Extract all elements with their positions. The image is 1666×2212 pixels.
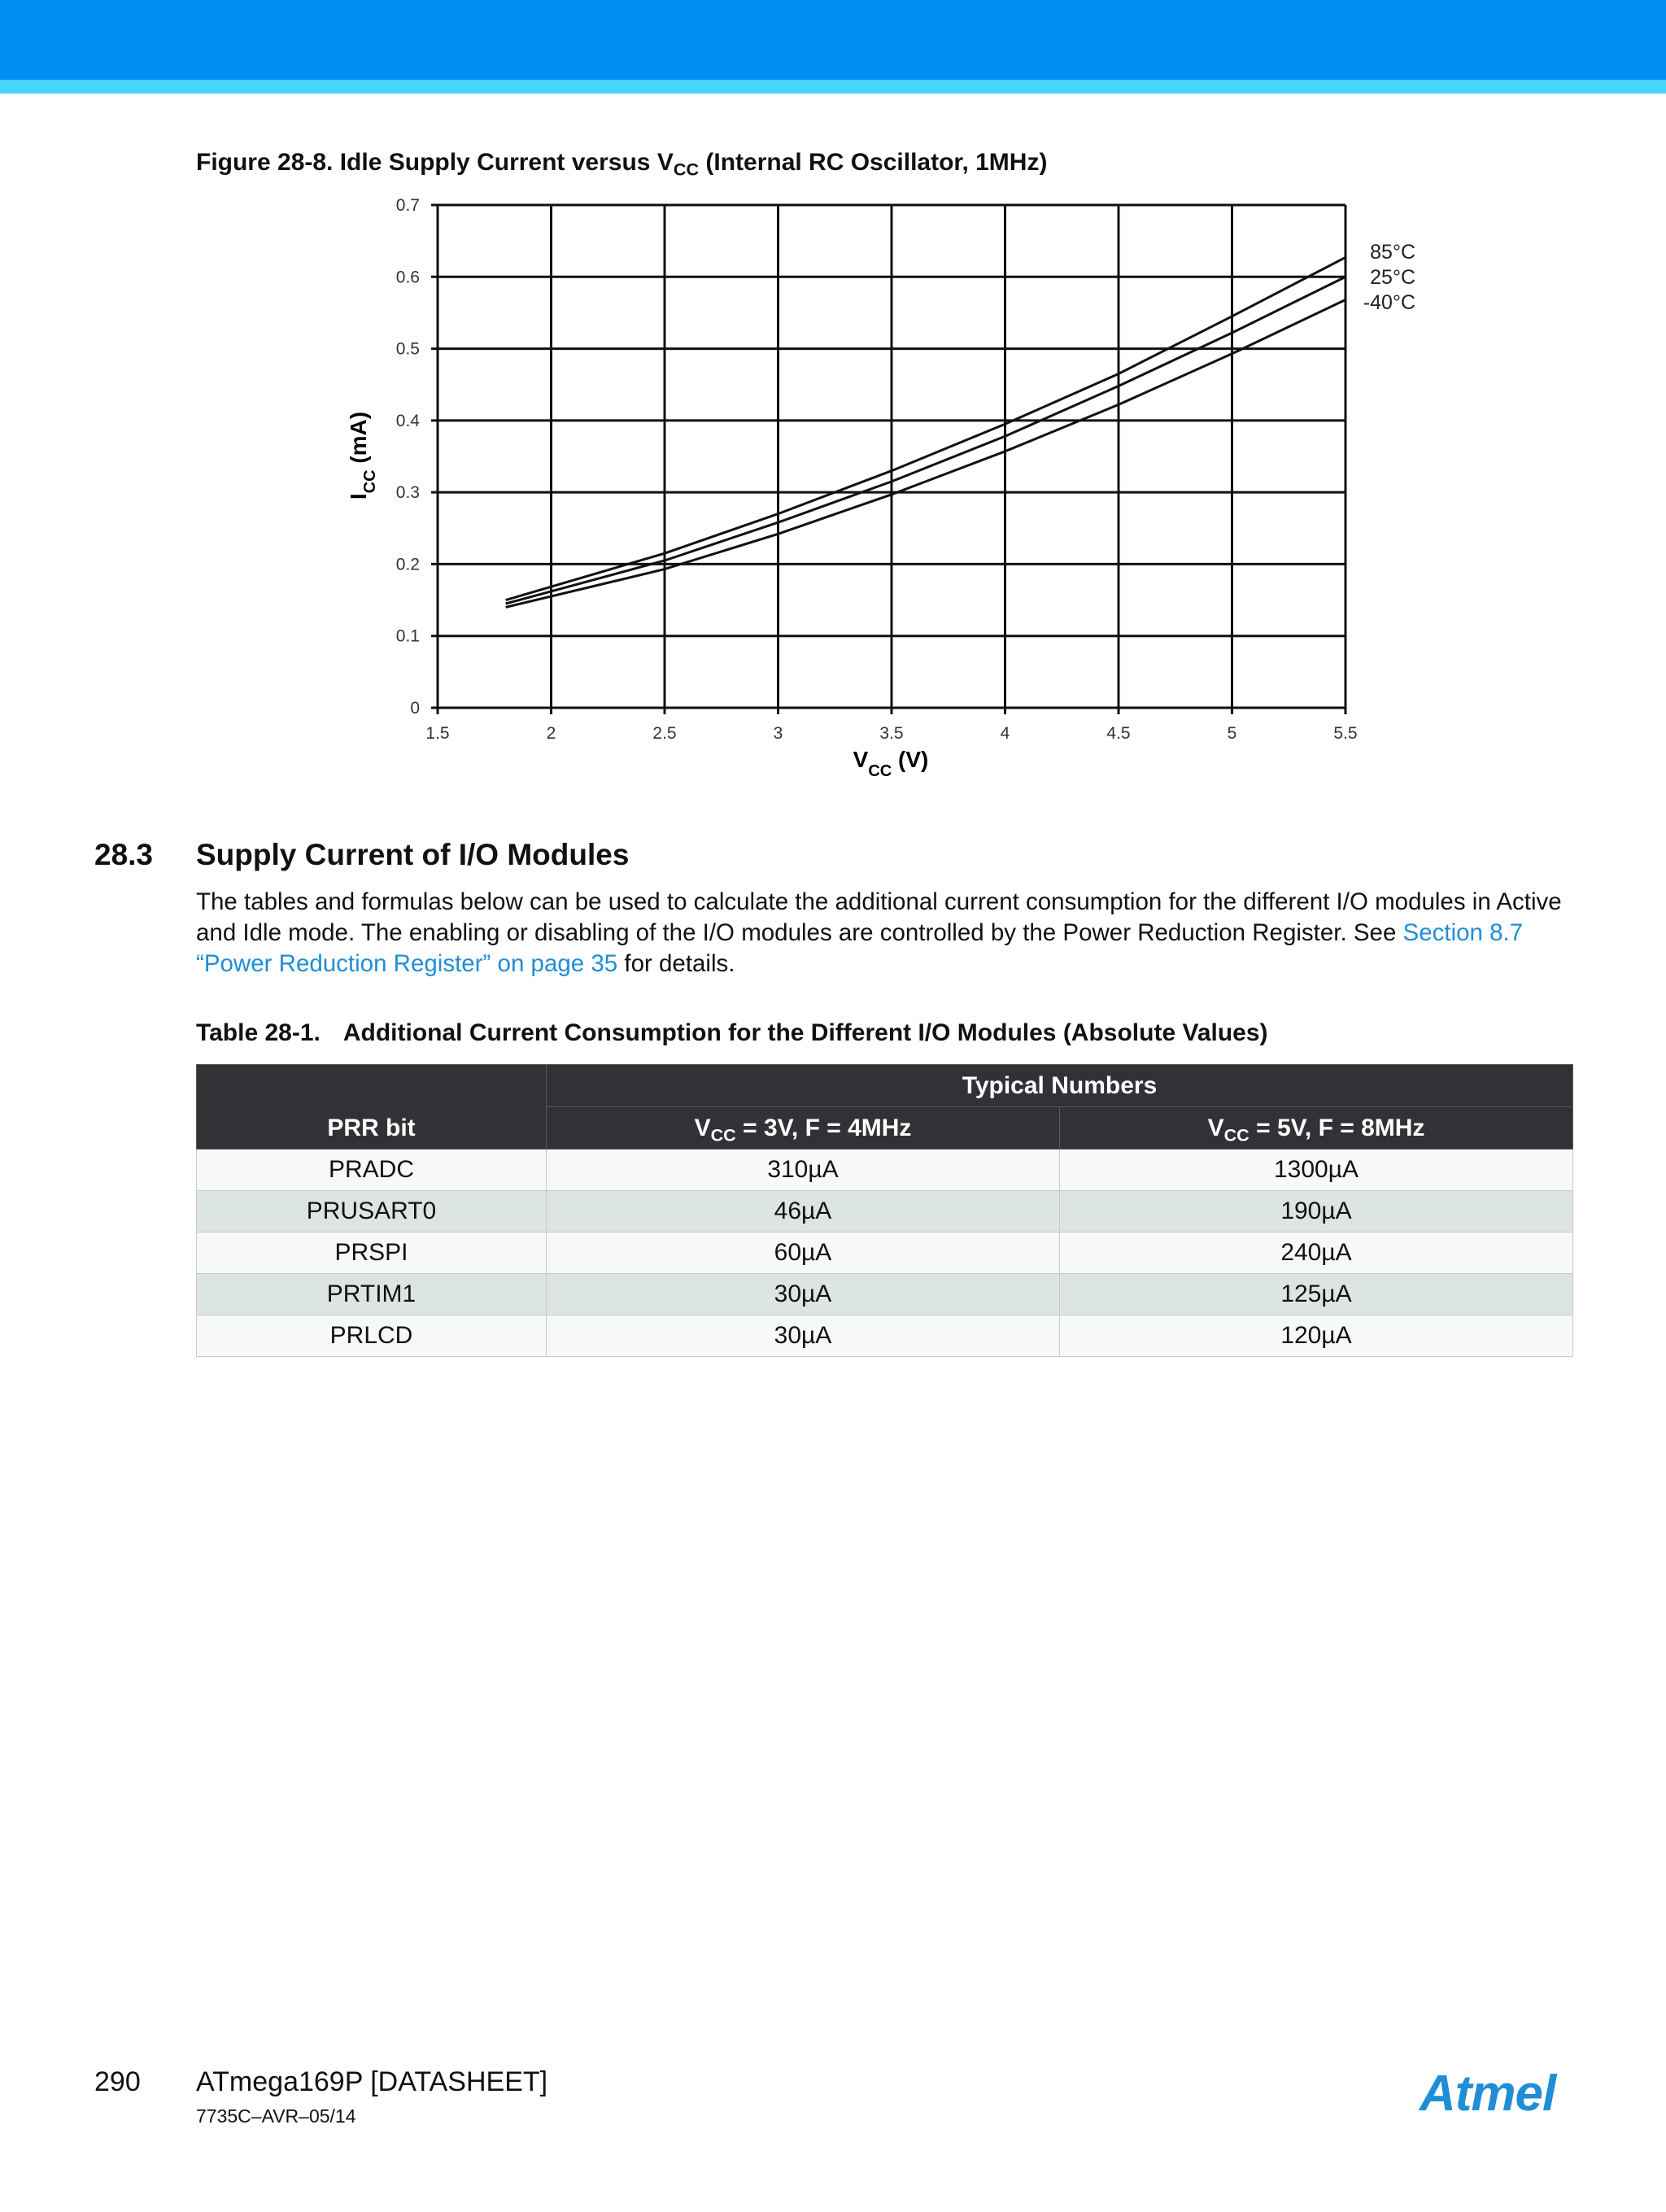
table-caption: Table 28-1. Additional Current Consumption for the Different I/O Modules (Absolute Values) bbox=[196, 1019, 1268, 1046]
header-vcc-5v: $V_{CC} = 5V$, F = 8MHz bbox=[1060, 1107, 1573, 1150]
x-axis-label: $V_{CC}$ (V) bbox=[853, 747, 929, 780]
table-row bbox=[197, 1315, 1573, 1357]
x-tick-label: 1.5 bbox=[425, 724, 450, 743]
section-title: Supply Current of I/O Modules bbox=[196, 838, 630, 871]
y-tick-label: 0.2 bbox=[395, 555, 420, 574]
current-5v-cell: 120µA bbox=[1060, 1315, 1573, 1357]
figure-caption: Figure 28-8. Idle Supply Current versus $V_{CC}$ (Internal RC Oscillator, 1MHz) bbox=[196, 149, 1048, 180]
supply-current-chart bbox=[325, 187, 1448, 789]
y-tick-label: 0.4 bbox=[395, 411, 420, 430]
y-tick-label: 0 bbox=[410, 699, 420, 718]
document-title: ATmega169P [DATASHEET] bbox=[196, 2066, 548, 2097]
x-tick-label: 3.5 bbox=[879, 724, 904, 743]
y-tick-labels bbox=[396, 196, 421, 718]
chart-series bbox=[506, 257, 1345, 607]
legend-label-1: 25°C bbox=[1370, 266, 1415, 289]
x-tick-label: 5.5 bbox=[1333, 724, 1358, 743]
x-tick-label: 2.5 bbox=[652, 724, 677, 743]
current-3v-cell: 30µA bbox=[547, 1274, 1060, 1315]
header-vcc-3v: $V_{CC} = 3V$, F = 4MHz bbox=[547, 1107, 1060, 1150]
header-band bbox=[0, 0, 1666, 80]
y-tick-label: 0.3 bbox=[395, 483, 420, 503]
header-stripe bbox=[0, 80, 1666, 94]
series-line-0 bbox=[506, 257, 1345, 600]
table-row bbox=[197, 1274, 1573, 1315]
chart-legend bbox=[1363, 241, 1415, 314]
current-3v-cell: 30µA bbox=[547, 1315, 1060, 1357]
prr-bit-cell: PRADC bbox=[197, 1150, 547, 1191]
prr-bit-cell: PRSPI bbox=[197, 1233, 547, 1274]
x-tick-label: 4 bbox=[1000, 724, 1010, 743]
y-tick-label: 0.1 bbox=[395, 626, 420, 646]
io-current-table bbox=[196, 1064, 1573, 1357]
x-tick-label: 3 bbox=[773, 724, 783, 743]
current-3v-cell: 46µA bbox=[547, 1191, 1060, 1233]
current-5v-cell: 1300µA bbox=[1060, 1150, 1573, 1191]
x-tick-label: 5 bbox=[1227, 724, 1237, 743]
atmel-logo: Atmel bbox=[1420, 2066, 1556, 2122]
prr-bit-cell: PRUSART0 bbox=[197, 1191, 547, 1233]
section-number: 28.3 bbox=[94, 838, 154, 871]
prr-bit-cell: PRTIM1 bbox=[197, 1274, 547, 1315]
y-tick-label: 0.6 bbox=[395, 268, 420, 287]
x-tick-label: 4.5 bbox=[1106, 724, 1131, 743]
x-tick-label: 2 bbox=[546, 724, 556, 743]
power-reduction-register-link[interactable]: Section 8.7 “Power Reduction Register” on page 35 bbox=[196, 919, 1524, 977]
y-tick-label: 0.5 bbox=[395, 339, 420, 359]
document-code: 7735C–AVR–05/14 bbox=[196, 2105, 356, 2127]
y-tick-label: 0.7 bbox=[395, 196, 420, 215]
table-row bbox=[197, 1191, 1573, 1233]
current-5v-cell: 125µA bbox=[1060, 1274, 1573, 1315]
table-row bbox=[197, 1150, 1573, 1191]
current-5v-cell: 240µA bbox=[1060, 1233, 1573, 1274]
x-tick-labels bbox=[425, 724, 1357, 743]
current-5v-cell: 190µA bbox=[1060, 1191, 1573, 1233]
table-row bbox=[197, 1233, 1573, 1274]
legend-label-2: -40°C bbox=[1363, 291, 1415, 314]
current-3v-cell: 310µA bbox=[547, 1150, 1060, 1191]
series-line-1 bbox=[506, 277, 1345, 604]
current-3v-cell: 60µA bbox=[547, 1233, 1060, 1274]
page-number: 290 bbox=[94, 2066, 141, 2097]
chart-grid bbox=[431, 205, 1345, 714]
header-typical-numbers: Typical Numbers bbox=[547, 1065, 1573, 1107]
y-axis-label: $I_{CC}$ (mA) bbox=[346, 411, 379, 500]
prr-bit-cell: PRLCD bbox=[197, 1315, 547, 1357]
legend-label-0: 85°C bbox=[1370, 241, 1415, 264]
series-line-2 bbox=[506, 300, 1345, 608]
header-prr-bit: PRR bit bbox=[197, 1065, 547, 1150]
section-paragraph: The tables and formulas below can be used to calculate the additional current consumption for the different I/O modules in Active and Idle mode. The enabling or disabling of the I/O modules are controlled by the Power Reduction Register. See Section 8.7 “Power Reduction Register” on page 35 for details. bbox=[196, 888, 1562, 977]
